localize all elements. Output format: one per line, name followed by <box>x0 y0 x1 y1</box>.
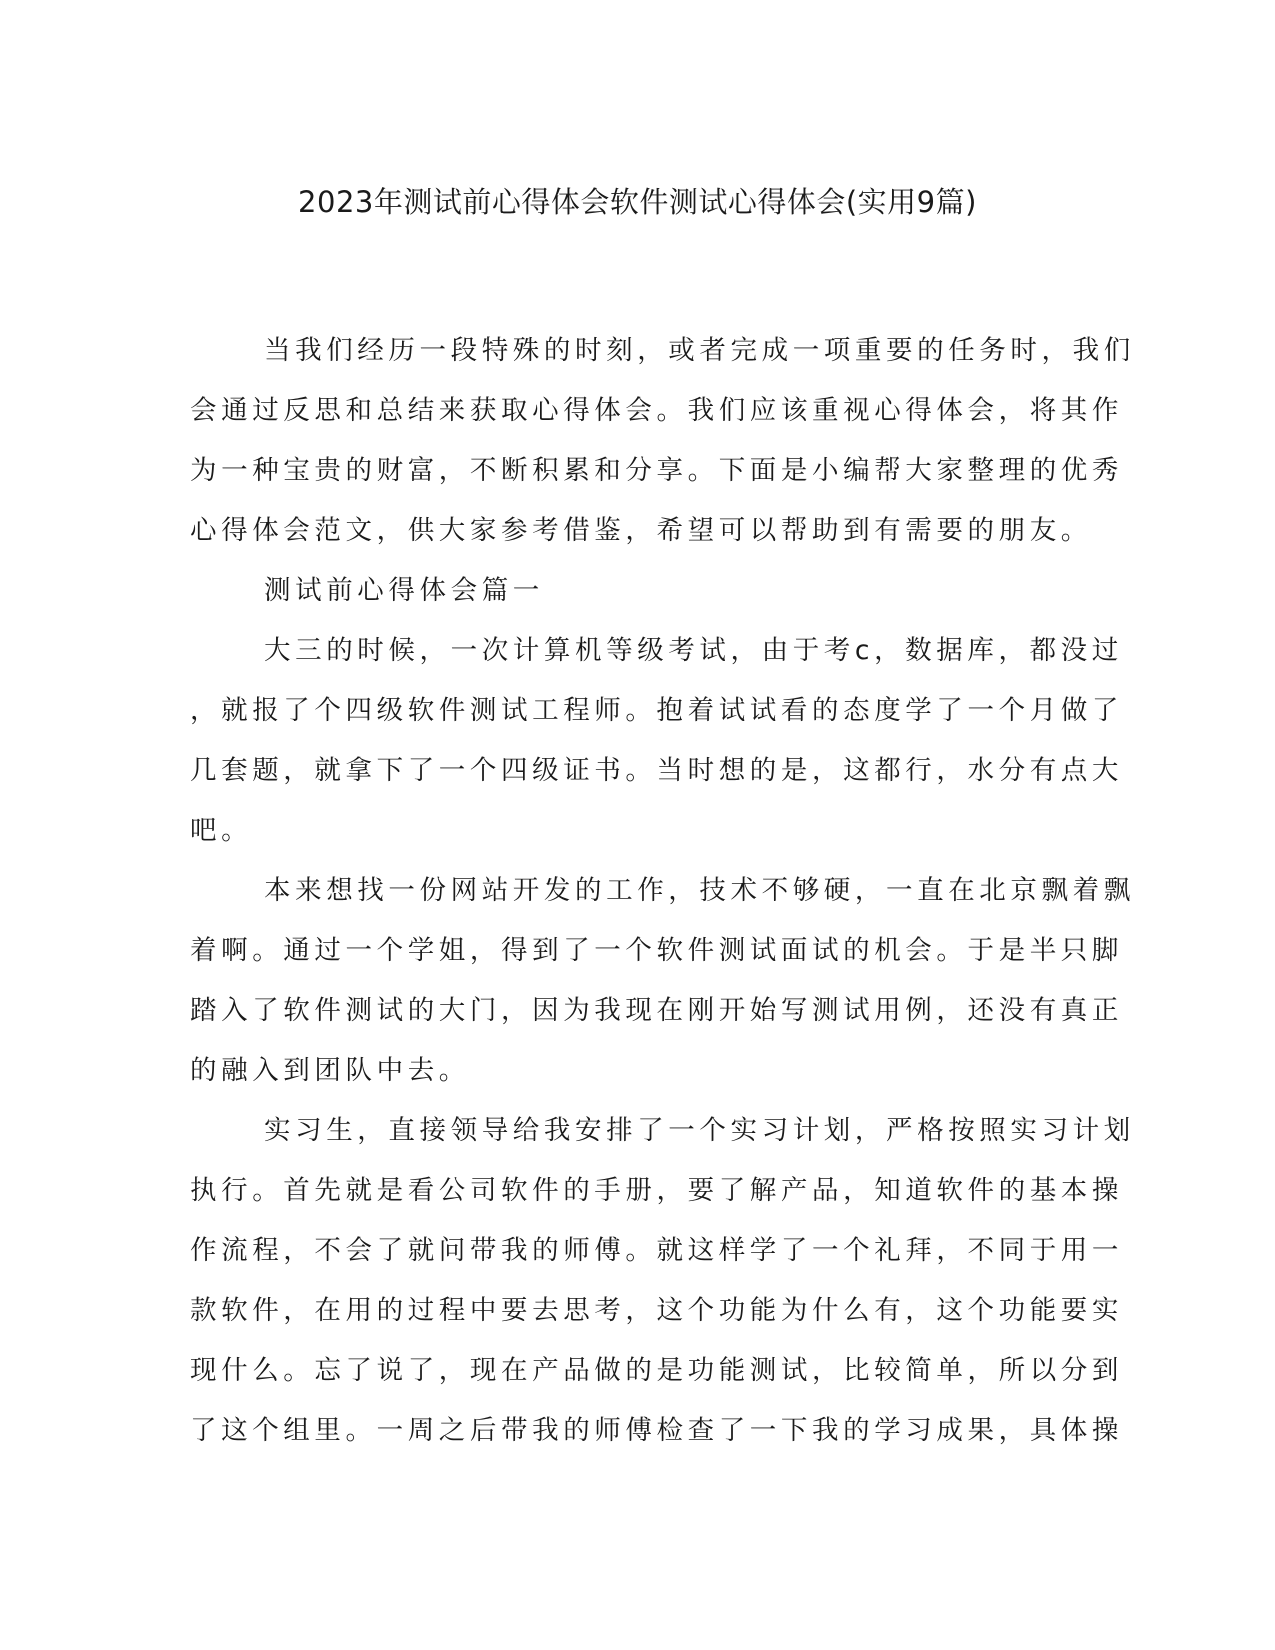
paragraph-line: 心得体会范文，供大家参考借鉴，希望可以帮助到有需要的朋友。 <box>190 515 1092 546</box>
paragraph-line: 吧。 <box>190 815 253 846</box>
paragraph-line: 作流程，不会了就问带我的师傅。就这样学了一个礼拜，不同于用一 <box>190 1235 1123 1266</box>
paragraph-line: 踏入了软件测试的大门，因为我现在刚开始写测试用例，还没有真正 <box>190 995 1123 1026</box>
document-title: 2023年测试前心得体会软件测试心得体会(实用9篇) <box>298 185 977 219</box>
paragraph-line: 大三的时候，一次计算机等级考试，由于考c，数据库，都没过 <box>264 635 1123 666</box>
paragraph-line: ，就报了个四级软件测试工程师。抱着试试看的态度学了一个月做了 <box>190 695 1123 726</box>
paragraph-line: 执行。首先就是看公司软件的手册，要了解产品，知道软件的基本操 <box>190 1175 1123 1206</box>
paragraph-line: 为一种宝贵的财富，不断积累和分享。下面是小编帮大家整理的优秀 <box>190 455 1123 486</box>
paragraph-line: 的融入到团队中去。 <box>190 1055 470 1086</box>
section-heading: 测试前心得体会篇一 <box>264 575 544 606</box>
paragraph-line: 会通过反思和总结来获取心得体会。我们应该重视心得体会，将其作 <box>190 395 1123 426</box>
paragraph-line: 当我们经历一段特殊的时刻，或者完成一项重要的任务时，我们 <box>264 335 1135 366</box>
paragraph-line: 几套题，就拿下了一个四级证书。当时想的是，这都行，水分有点大 <box>190 755 1123 786</box>
paragraph-line: 现什么。忘了说了，现在产品做的是功能测试，比较简单，所以分到 <box>190 1355 1123 1386</box>
paragraph-line: 了这个组里。一周之后带我的师傅检查了一下我的学习成果，具体操 <box>190 1415 1123 1446</box>
paragraph-line: 着啊。通过一个学姐，得到了一个软件测试面试的机会。于是半只脚 <box>190 935 1123 966</box>
paragraph-line: 款软件，在用的过程中要去思考，这个功能为什么有，这个功能要实 <box>190 1295 1123 1326</box>
paragraph-line: 本来想找一份网站开发的工作，技术不够硬，一直在北京飘着飘 <box>264 875 1135 906</box>
paragraph-line: 实习生，直接领导给我安排了一个实习计划，严格按照实习计划 <box>264 1115 1135 1146</box>
